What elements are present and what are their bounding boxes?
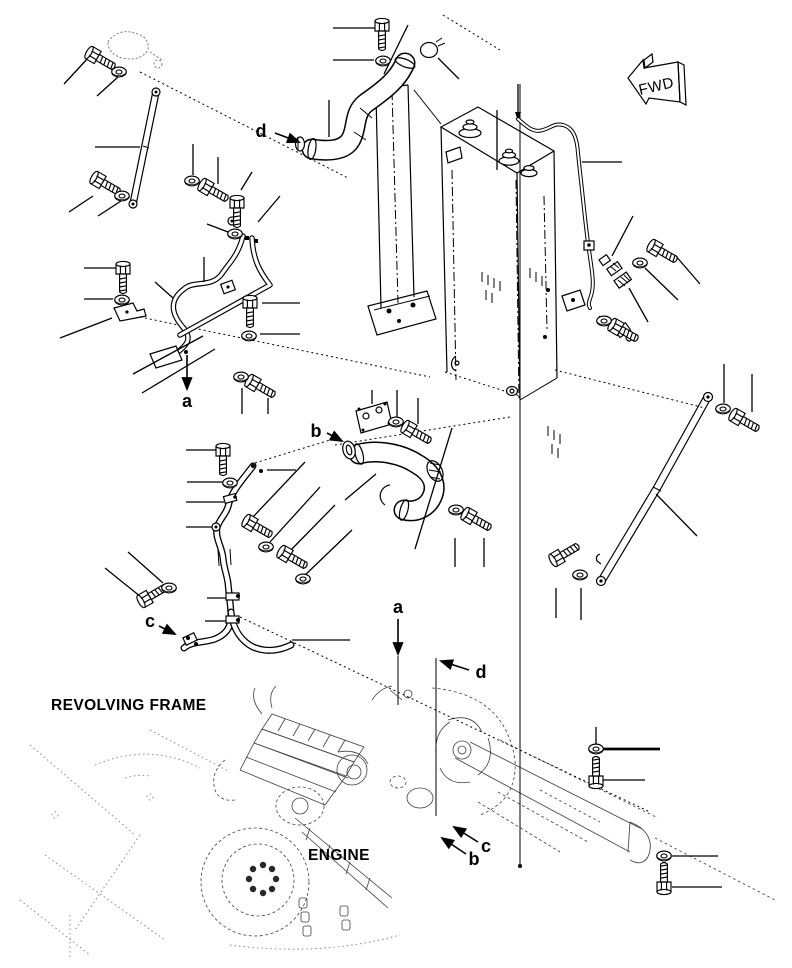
washer-icon (597, 316, 612, 326)
revolving-frame-sketch (20, 730, 400, 958)
callout-letter: c (480, 836, 492, 856)
callout-a (393, 597, 404, 654)
lower-radiator-hose (341, 440, 446, 521)
bolt-icon (589, 757, 603, 789)
radiator-body (441, 107, 585, 458)
callout-letter: a (392, 597, 404, 617)
water-tube-c (183, 464, 291, 650)
tube-clamp-icon (226, 593, 240, 600)
bolt-icon (240, 513, 275, 541)
washer-icon (115, 295, 130, 305)
callout-letter: c (144, 611, 156, 631)
callout-letter: b (468, 849, 480, 869)
washer-icon (449, 505, 464, 515)
washer-icon (376, 56, 391, 66)
washer-icon (112, 67, 127, 77)
tube-clamp-icon (221, 280, 236, 294)
washer-icon (259, 542, 274, 552)
stay-bar-upper-left (129, 88, 160, 208)
alignment-dotted-lines (140, 15, 705, 812)
callout-arrow-icon (454, 827, 478, 842)
upper-radiator-hose (296, 38, 446, 160)
callout-letter: b (310, 421, 322, 441)
tube-clip-icon (212, 523, 220, 531)
washer-icon (185, 176, 200, 186)
tube-clamp-icon (223, 494, 236, 504)
callout-d (441, 661, 487, 682)
callout-c (145, 611, 175, 634)
radiator (368, 85, 585, 458)
radiator-outlet (507, 387, 518, 396)
hose-clamp-icon (421, 38, 446, 58)
callout-arrow-icon (441, 661, 469, 670)
angle-bracket (114, 303, 146, 321)
washer-icon (115, 191, 130, 201)
hose-clamp-icon (296, 137, 305, 151)
washer-icon (242, 331, 257, 341)
bolt-icon (459, 506, 494, 534)
washer-icon (589, 744, 604, 754)
filler-cap-icon (521, 166, 537, 177)
radiator-shroud-panel (368, 85, 441, 335)
washer-icon (657, 851, 672, 861)
washer-icon (296, 574, 311, 584)
overflow-tube (518, 119, 632, 341)
callout-arrow-icon (275, 133, 299, 142)
callout-b (442, 838, 480, 869)
bolt-icon (547, 540, 582, 568)
callout-arrow-icon (327, 433, 342, 441)
bolt-icon (399, 419, 434, 447)
filler-cap-icon (499, 149, 519, 165)
tube-connector-icon (614, 272, 631, 288)
washer-icon (716, 404, 731, 414)
tube-connector-icon (584, 241, 594, 250)
callout-arrow-icon (442, 838, 466, 854)
radiator-bracket (562, 290, 585, 311)
fwd-label: FWD (637, 74, 676, 99)
engine-sketch (201, 686, 588, 936)
bolt-icon (216, 443, 230, 475)
revolving-frame-label: REVOLVING FRAME (51, 697, 207, 714)
callout-arrow-icon (159, 626, 175, 634)
bolt-icon (243, 295, 257, 327)
bolt-icon (645, 238, 680, 266)
callout-d (256, 121, 300, 142)
ghost-part-sketch (108, 32, 162, 68)
washer-icon (223, 478, 238, 488)
stay-rod-right (596, 393, 712, 586)
washer-icon (234, 372, 249, 382)
washer-icon (633, 258, 648, 268)
tube-clamp-icon (226, 616, 240, 623)
bolt-icon (657, 863, 671, 895)
fwd-arrow (628, 54, 686, 105)
bolt-icon (116, 261, 130, 293)
bolt-icon (196, 177, 231, 205)
washer-icon (162, 583, 177, 593)
bolt-icon (375, 18, 389, 50)
tube-end-dot (184, 350, 188, 354)
callout-letter: d (475, 662, 487, 682)
callout-letter: d (255, 121, 267, 141)
engine-label: ENGINE (308, 847, 370, 864)
mounting-plate (356, 402, 392, 433)
washer-icon (228, 229, 243, 239)
washer-icon (389, 417, 404, 427)
callout-letter: a (181, 391, 193, 411)
filler-cap-icon (459, 120, 481, 138)
washer-icon (573, 570, 588, 580)
bolt-icon (727, 407, 762, 435)
frame-rail-sketch (455, 740, 775, 900)
callout-b (311, 421, 343, 441)
elbow-fitting-icon (599, 255, 622, 276)
